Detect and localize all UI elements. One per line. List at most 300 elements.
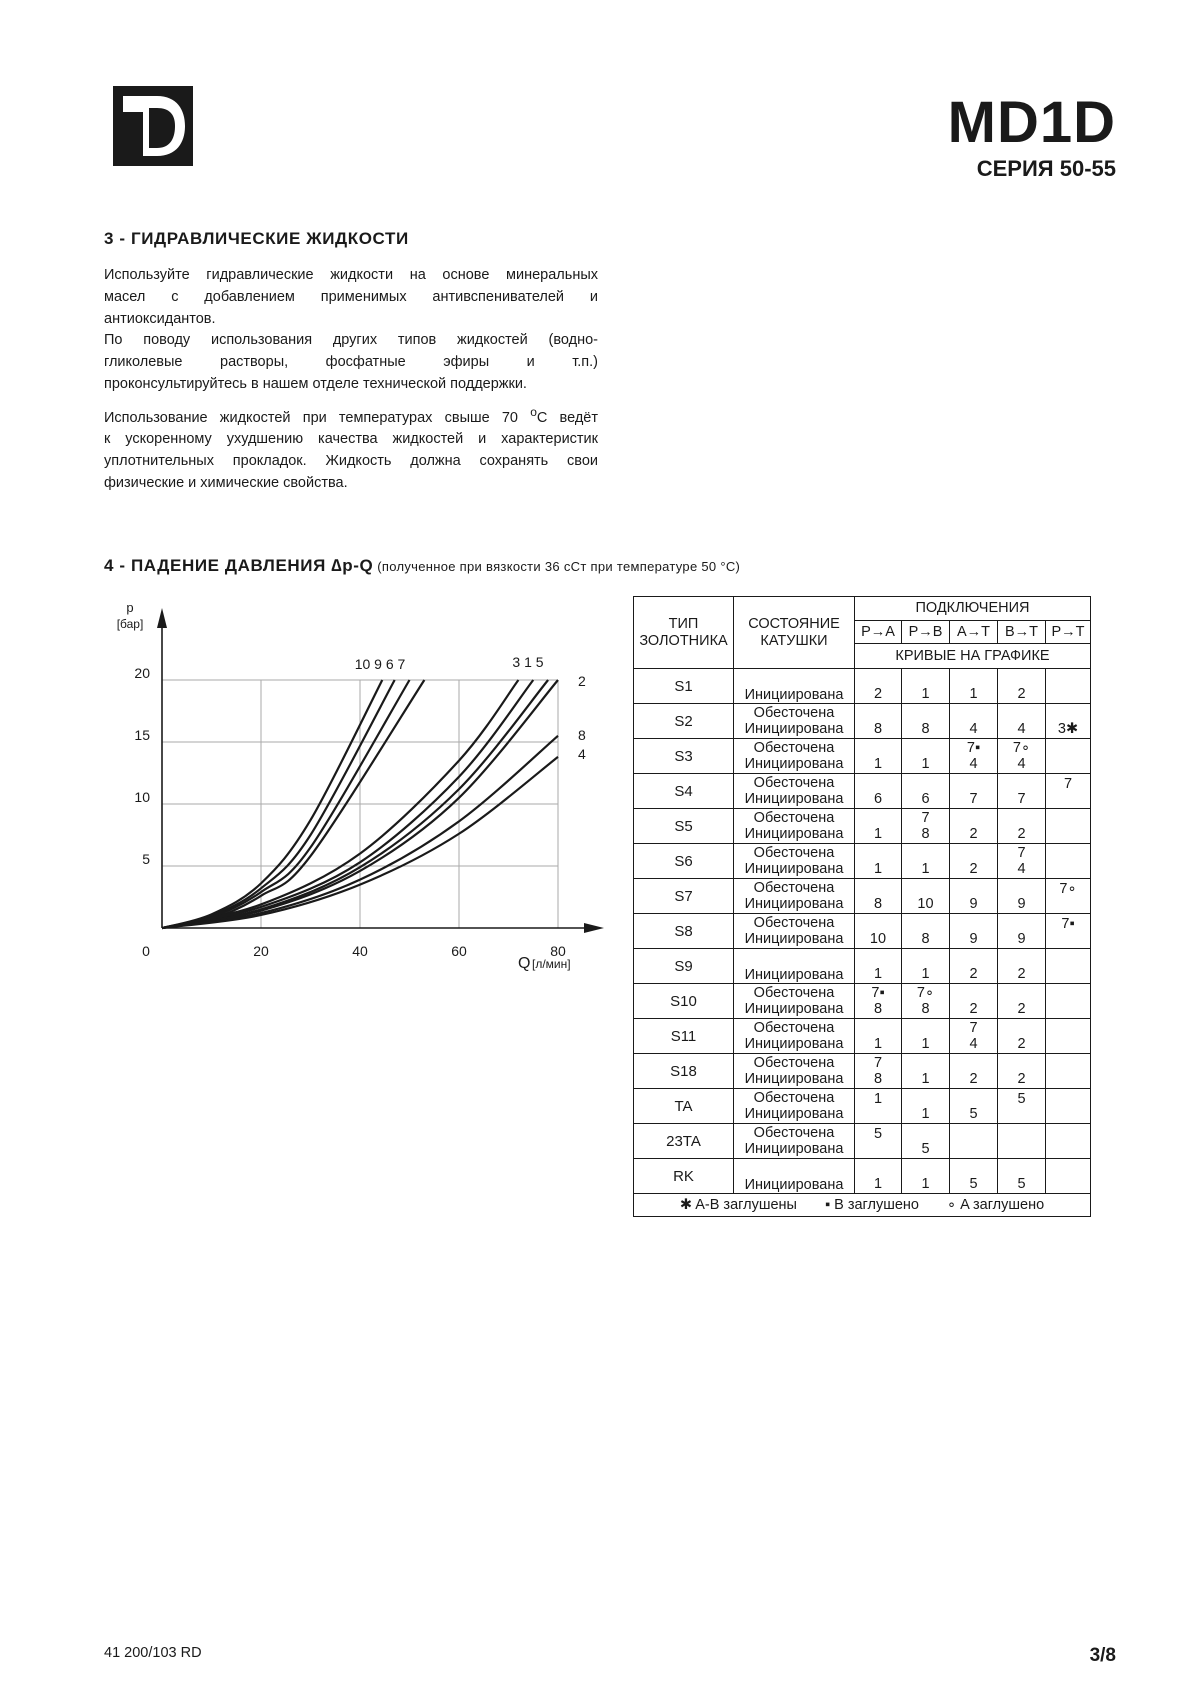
cell-text: Обесточена [753,1125,835,1141]
curve-cell [855,669,902,704]
curve-cell [998,949,1046,984]
cell-text: Обесточена [753,985,835,1001]
text-line: масел с добавлением применимых антивспенивателей и [104,288,598,305]
curve-cell [950,914,998,949]
cell-text: 1 [921,861,930,877]
text-line: По поводу использования других типов жидкостей (водно- [104,332,598,349]
coil-state-cell [734,809,855,844]
duplomatic-logo [113,86,193,166]
coil-state-cell [734,949,855,984]
document-title [948,92,1116,182]
cell-text: 1 [921,1106,930,1122]
curve-cell [902,844,950,879]
curve-cell [902,914,950,949]
cell-text: Инициирована [744,896,844,912]
table-row [634,984,1091,1019]
section-3-text [104,265,598,495]
cell-text: S8 [674,922,693,940]
table-row [634,809,1091,844]
text-line: антиоксидантов. [104,310,216,327]
curve-cell [998,984,1046,1019]
cell-text: 6 [921,791,930,807]
cell-text: 4 [1017,721,1026,737]
connection-header [902,621,950,644]
cell-text: Инициирована [744,931,844,947]
cell-text: S1 [674,677,693,695]
cell-text: Обесточена [753,845,835,861]
spool-type-cell [634,1054,734,1089]
curve-cell [1046,914,1091,949]
cell-text: 2 [1017,1036,1026,1052]
cell-text: 2 [873,686,883,702]
cell-text: 6 [873,791,883,807]
cell-text: S3 [674,747,693,765]
cell-text: 2 [1017,1071,1026,1087]
curve-cell [1046,879,1091,914]
cell-text: 8 [873,1001,883,1017]
cell-text: Обесточена [753,1055,835,1071]
coil-state-header [734,597,855,669]
curve-cell [855,1089,902,1124]
cell-text: 7 [969,1020,978,1036]
legend-item: ∘ A заглушено [946,1197,1045,1213]
cell-text: 8 [873,896,883,912]
curve-cell [902,704,950,739]
cell-text: 1 [921,686,930,702]
cell-text: 2 [1017,686,1026,702]
cell-text: S10 [670,992,697,1010]
cell-text: 1 [873,1036,883,1052]
cell-text: Обесточена [753,880,835,896]
cell-text: 4 [969,721,978,737]
cell-text: 7∘ [1012,740,1031,756]
curve-cell [855,1124,902,1159]
y-tick-label: 15 [134,727,150,743]
curve-cell [998,1124,1046,1159]
coil-state-cell [734,1019,855,1054]
coil-state-cell [734,1054,855,1089]
curve-cell [902,879,950,914]
connection-header [950,621,998,644]
spool-type-cell [634,949,734,984]
cell-text: 1 [873,826,883,842]
curve-cell [950,704,998,739]
cell-text: 1 [921,1036,930,1052]
cell-text: Инициирована [744,1141,844,1157]
section-3-heading: 3 - ГИДРАВЛИЧЕСКИЕ ЖИДКОСТИ [104,229,409,248]
spool-type-cell [634,739,734,774]
curves-table [633,596,1091,1217]
spool-type-cell [634,984,734,1019]
cell-text: 10 [917,896,934,912]
model-name: MD1D [947,90,1116,155]
cell-text: Инициирована [744,1177,844,1193]
curve-cell [902,669,950,704]
cell-text: 2 [969,966,978,982]
cell-text: 5 [969,1106,978,1122]
cell-text: 1 [873,861,883,877]
cell-text: Инициирована [744,791,844,807]
curve-label-right: 2 [578,673,586,689]
table-legend-row [634,1194,1091,1217]
curves-header [855,644,1091,669]
spool-type-cell [634,1159,734,1194]
cell-text: 7∘ [1059,881,1077,897]
x-axis-unit: [л/мин] [532,957,571,971]
cell-text: S5 [674,817,693,835]
curve-cell [950,844,998,879]
cell-text: 7 [1017,791,1026,807]
header-text: КАТУШКИ [760,632,828,649]
cell-text: S9 [674,957,693,975]
curve-cell [950,949,998,984]
cell-text: 5 [921,1141,930,1157]
text-line: к ускоренному ухудшению качества жидкостей и характеристик [104,431,598,448]
table-row [634,1124,1091,1159]
curve-cell [998,774,1046,809]
cell-text: Инициирована [744,826,844,842]
cell-text: 7▪ [966,740,981,756]
cell-text: 4 [969,1036,978,1052]
heading-note: (полученное при вязкости 36 сСт при температуре 50 °C) [373,559,741,574]
curve-cell [1046,809,1091,844]
cell-text: Инициирована [744,1071,844,1087]
cell-text: 4 [1017,756,1026,772]
table-row [634,844,1091,879]
cell-text: 1 [873,1176,883,1192]
curve-cell [950,879,998,914]
text-line: проконсультируйтесь в нашем отделе технической поддержки. [104,375,527,392]
cell-text: Инициирована [744,687,844,703]
cell-text: 1 [921,966,930,982]
header-text: A→T [956,623,991,640]
curve-cell [950,984,998,1019]
table-row [634,1019,1091,1054]
cell-text: 1 [969,686,978,702]
spool-type-cell [634,1019,734,1054]
degree-sign: o [530,404,537,419]
cell-text: 3✱ [1057,721,1079,737]
cell-text: 1 [921,1176,930,1192]
cell-text: 2 [969,861,978,877]
cell-text: S2 [674,712,693,730]
coil-state-cell [734,774,855,809]
curve-cell [998,844,1046,879]
cell-text: 1 [921,1071,930,1087]
x-tick-label: 0 [142,943,150,959]
cell-text: Обесточена [753,915,835,931]
x-tick-label: 40 [352,943,368,959]
table-row [634,1089,1091,1124]
connection-header [998,621,1046,644]
page-number: 3/8 [1089,1645,1116,1666]
text-fragment: C ведёт [536,409,599,426]
coil-state-cell [734,1124,855,1159]
curve-label-right: 4 [578,745,586,762]
spool-type-cell [634,879,734,914]
curve-cell [855,1159,902,1194]
curve-cell [998,1089,1046,1124]
cell-text: Инициирована [744,967,844,983]
curve-cell [950,1124,998,1159]
table-row [634,914,1091,949]
curve-cell [855,704,902,739]
cell-text: 5 [873,1126,883,1142]
header-text: ПОДКЛЮЧЕНИЯ [915,600,1030,616]
spool-type-cell [634,774,734,809]
curve-cell [950,809,998,844]
connection-header [855,621,902,644]
table-legend [634,1194,1091,1217]
curve-cell [1046,844,1091,879]
curve-cell [902,1054,950,1089]
cell-text: Обесточена [753,810,835,826]
cell-text: Инициирована [744,1106,844,1122]
cell-text: 9 [969,931,978,947]
cell-text: 1 [921,756,930,772]
table-row [634,669,1091,704]
x-tick-label: 80 [550,943,566,959]
x-axis-arrow [584,923,604,933]
curve-labels-top-left: 10 9 6 7 [354,656,406,672]
curve-cell [950,1019,998,1054]
curve-cell [1046,1159,1091,1194]
curve-cell [1046,1019,1091,1054]
cell-text: 9 [1017,931,1026,947]
table-row [634,739,1091,774]
curve-cell [998,879,1046,914]
cell-text: Обесточена [753,1020,835,1036]
header-text: ТИП [668,615,699,632]
coil-state-cell [734,1159,855,1194]
curve-cell [998,914,1046,949]
header-text: ЗОЛОТНИКА [639,632,728,649]
curve-cell [902,774,950,809]
cell-text: 23TA [666,1132,701,1150]
coil-state-cell [734,704,855,739]
cell-text: 2 [1017,966,1026,982]
cell-text: 1 [873,756,883,772]
cell-text: 7 [873,1055,883,1071]
text-line [104,402,598,430]
cell-text: 8 [921,931,930,947]
header-text: B→T [1004,623,1039,640]
heading-text: 4 - ПАДЕНИЕ ДАВЛЕНИЯ [104,556,332,575]
curve-cell [855,879,902,914]
curve-cell [950,774,998,809]
curve-cell [902,739,950,774]
table-row [634,949,1091,984]
cell-text: 8 [873,1071,883,1087]
curve-cell [1046,669,1091,704]
curve-cell [998,809,1046,844]
cell-text: 1 [873,966,883,982]
cell-text: 7 [1063,776,1073,792]
curve-cell [998,1019,1046,1054]
cell-text: S7 [674,887,693,905]
curve-cell [950,669,998,704]
text-line: физические и химические свойства. [104,475,348,491]
coil-state-cell [734,739,855,774]
curve-cell [855,739,902,774]
cell-text: 7▪ [871,985,885,1001]
cell-text: Обесточена [753,1090,835,1106]
curve-cell [1046,1124,1091,1159]
coil-state-cell [734,844,855,879]
curve-labels-top-right: 3 1 5 [512,654,544,670]
curve-cell [902,1089,950,1124]
curve-cell [950,1054,998,1089]
curve-cell [1046,704,1091,739]
document-number: 41 200/103 RD [104,1645,202,1661]
cell-text: Обесточена [753,740,835,756]
delta-symbol: ∆ [331,556,343,575]
curve-cell [1046,949,1091,984]
cell-text: 8 [873,721,883,737]
curve-cell [902,1159,950,1194]
cell-text: 7▪ [1061,916,1075,932]
cell-text: 7 [921,810,930,826]
pressure-drop-chart [108,594,608,984]
spool-type-cell [634,1089,734,1124]
curve-cell [855,844,902,879]
connection-header [1046,621,1091,644]
y-axis-label: p [126,600,134,615]
cell-text: 8 [921,826,930,842]
spool-type-cell [634,914,734,949]
cell-text: Инициирована [744,1036,844,1052]
header-text: P→B [908,623,943,640]
cell-text: S11 [670,1027,697,1045]
curve-cell [1046,1054,1091,1089]
cell-text: 2 [969,826,978,842]
heading-text: p-Q [342,556,374,575]
cell-text: S18 [670,1062,697,1080]
curve-cell [950,739,998,774]
cell-text: 2 [1017,826,1026,842]
cell-text: 7 [969,791,978,807]
header-text: КРИВЫЕ НА ГРАФИКЕ [895,647,1050,664]
coil-state-cell [734,669,855,704]
cell-text: Инициирована [744,756,844,772]
curve-cell [902,949,950,984]
coil-state-cell [734,879,855,914]
curve-cell [1046,984,1091,1019]
coil-state-cell [734,914,855,949]
cell-text: 2 [969,1001,978,1017]
table-row [634,1054,1091,1089]
table-row [634,879,1091,914]
curve-cell [998,669,1046,704]
legend-item: ▪ B заглушено [824,1197,919,1213]
header-text: P→T [1051,623,1085,640]
cell-text: 4 [969,756,978,772]
spool-type-cell [634,669,734,704]
cell-text: 7∘ [916,985,935,1001]
curve-cell [855,914,902,949]
curve-cell [855,1054,902,1089]
curve-cell [950,1159,998,1194]
cell-text: Инициирована [744,1001,844,1017]
x-tick-label: 20 [253,943,269,959]
y-tick-label: 5 [142,851,150,867]
table-header-row [634,597,1091,621]
cell-text: Инициирована [744,861,844,877]
x-tick-label: 60 [451,943,467,959]
cell-text: 8 [921,1001,930,1017]
curve-cell [998,704,1046,739]
cell-text: 7 [1017,845,1026,861]
cell-text: Обесточена [753,705,835,721]
curve-cell [1046,739,1091,774]
curve-cell [855,809,902,844]
cell-text: Обесточена [753,775,835,791]
series-name: СЕРИЯ 50-55 [976,156,1116,181]
y-axis-unit: [бар] [116,617,144,631]
text-line: Используйте гидравлические жидкости на основе минеральных [104,267,598,283]
y-tick-label: 20 [134,665,150,681]
curve-cell [998,1054,1046,1089]
cell-text: TA [674,1097,693,1115]
table-row [634,704,1091,739]
curve-cell [1046,774,1091,809]
header-text: P→A [861,623,895,640]
connections-header [855,597,1091,621]
spool-type-cell [634,1124,734,1159]
coil-state-cell [734,1089,855,1124]
cell-text: 8 [921,721,930,737]
cell-text: 4 [1017,861,1026,877]
curve-cell [855,984,902,1019]
curve-cell [902,1019,950,1054]
cell-text: Инициирована [744,721,844,737]
curve-cell [902,809,950,844]
cell-text: S4 [674,782,693,800]
cell-text: 5 [1017,1176,1026,1192]
cell-text: RK [673,1167,694,1185]
curve-cell [950,1089,998,1124]
curve-cell [855,774,902,809]
spool-type-cell [634,704,734,739]
section-4-heading [104,556,740,576]
cell-text: 5 [969,1176,978,1192]
text-line: гликолевые растворы, фосфатные эфиры и т.п.) [104,354,598,371]
table-row [634,774,1091,809]
cell-text: 2 [969,1071,978,1087]
y-axis-arrow [157,608,167,628]
table-row [634,1159,1091,1194]
cell-text: S6 [674,852,693,870]
text-line: уплотнительных прокладок. Жидкость должна сохранять свои [104,453,598,470]
spool-type-header [634,597,734,669]
cell-text: 2 [1017,1001,1026,1017]
cell-text: 9 [969,896,978,912]
curve-cell [1046,1089,1091,1124]
curve-cell [998,739,1046,774]
spool-type-cell [634,809,734,844]
x-axis-label: Q [518,955,531,972]
cell-text: 10 [869,931,887,947]
spool-type-cell [634,844,734,879]
cell-text: 5 [1017,1091,1026,1107]
curve-cell [998,1159,1046,1194]
header-text: СОСТОЯНИЕ [748,615,840,632]
y-tick-label: 10 [134,789,150,805]
legend-item: ✱ A-B заглушены [679,1197,797,1213]
curve-cell [855,1019,902,1054]
cell-text: 1 [873,1091,883,1107]
cell-text: 9 [1017,896,1026,912]
